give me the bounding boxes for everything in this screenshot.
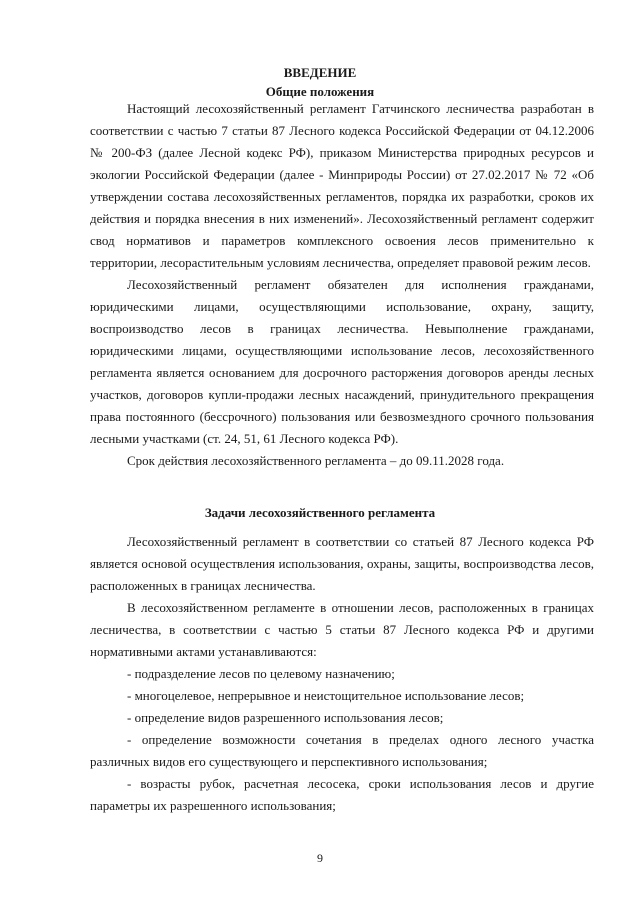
section-title-tasks: Задачи лесохозяйственного регламента bbox=[204, 505, 436, 520]
list-item: - подразделение лесов по целевому назначению; bbox=[127, 666, 395, 681]
list-item: - многоцелевое, непрерывное и неистощительное использование лесов; bbox=[127, 688, 525, 703]
list-item: - определение возможности сочетания в пределах одного лесного участка различных видов его существующего и перспективного использования; bbox=[90, 732, 594, 769]
paragraph: Лесохозяйственный регламент в соответствии со статьей 87 Лесного кодекса РФ является основой осуществления использования, охраны, защиты, воспроизводства лесов, расположенных в границах лесничества. bbox=[90, 534, 594, 593]
paragraph: Настоящий лесохозяйственный регламент Гатчинского лесничества разработан в соответствии с частью 7 статьи 87 Лесного кодекса Российской Федерации от 04.12.2006 № 200-ФЗ (далее Лесной кодекс РФ), приказом Министерства природных ресурсов и экологии Российской Федерации (далее - Минприроды России) от 27.02.2017 № 72 «Об утверждении состава лесохозяйственных регламентов, порядка их разработки, сроков их действия и порядка внесения в них изменений». Лесохозяйственный регламент содержит свод нормативов и параметров комплексного освоения лесов применительно к территории, лесорастительным условиям лесничества, определяет правовой режим лесов. bbox=[90, 101, 594, 270]
paragraph: В лесохозяйственном регламенте в отношении лесов, расположенных в границах лесничества, в соответствии с частью 5 статьи 87 Лесного кодекса РФ и другими нормативными актами устанавливаются: bbox=[90, 600, 594, 659]
paragraph: Срок действия лесохозяйственного регламента – до 09.11.2028 года. bbox=[127, 453, 505, 468]
paragraph: Лесохозяйственный регламент обязателен для исполнения гражданами, юридическими лицами, осуществляющими использование, охрану, защиту, воспроизводство лесов в границах лесничества. Невыполнение гражданами, юридическими лицами, осуществляющими использование лесов, лесохозяйственного регламента является основанием для досрочного расторжения договоров аренды лесных участков, договоров купли-продажи лесных насаждений, принудительного прекращения права постоянного (бессрочного) пользования или безвозмездного срочного пользования лесными участками (ст. 24, 51, 61 Лесного кодекса РФ). bbox=[90, 277, 594, 446]
section-tasks-body bbox=[90, 531, 594, 817]
document-heading: ВВЕДЕНИЕ bbox=[283, 65, 357, 80]
list-item: - определение видов разрешенного использования лесов; bbox=[127, 710, 444, 725]
list-item: - возрасты рубок, расчетная лесосека, сроки использования лесов и другие параметры их разрешенного использования; bbox=[90, 776, 594, 813]
section-general-body bbox=[90, 98, 594, 472]
section-title-general: Общие положения bbox=[265, 84, 375, 99]
page-number: 9 bbox=[317, 851, 323, 865]
